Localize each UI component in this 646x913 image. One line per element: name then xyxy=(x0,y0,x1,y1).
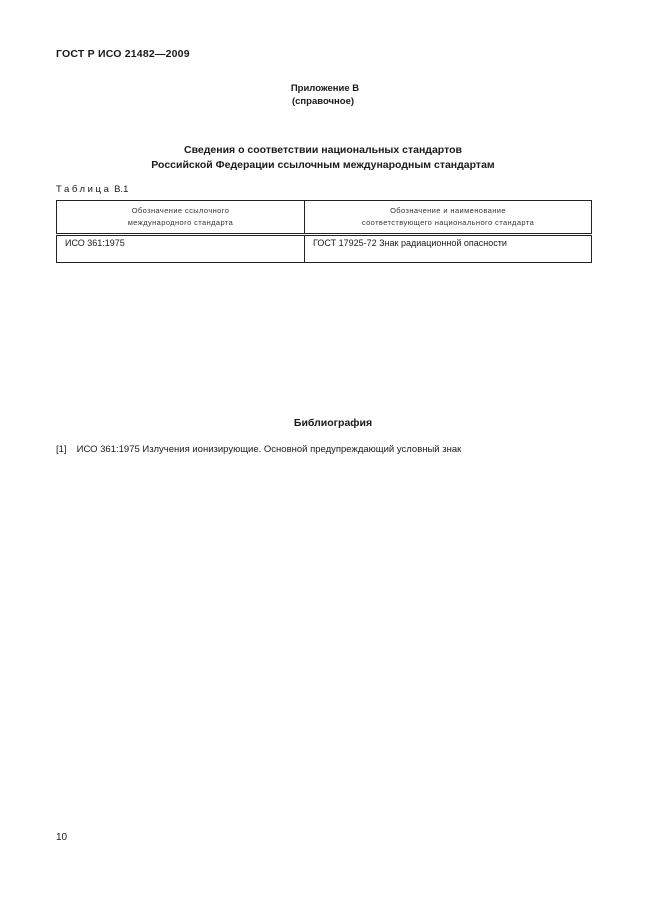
table-cell-international: ИСО 361:1975 xyxy=(57,235,305,263)
table-cell-national: ГОСТ 17925-72 Знак радиационной опасности xyxy=(305,235,592,263)
correspondence-table xyxy=(56,200,592,263)
bibliography-entry-number: [1] xyxy=(56,444,67,455)
annex-heading xyxy=(0,82,646,108)
header-line: Обозначение ссылочного xyxy=(131,206,230,215)
document-code: ГОСТ Р ИСО 21482—2009 xyxy=(56,48,190,60)
section-heading-line2: Российской Федерации ссылочным международным стандартам xyxy=(151,159,495,171)
bibliography-entry-text: ИСО 361:1975 Излучения ионизирующие. Основной предупреждающий условный знак xyxy=(76,444,462,455)
header-line: международного стандарта xyxy=(127,218,234,227)
header-line: Обозначение и наименование xyxy=(390,206,506,215)
table-header-international xyxy=(57,201,305,235)
annex-title: Приложение В xyxy=(290,83,360,94)
table-caption xyxy=(56,184,128,195)
bibliography-title: Библиография xyxy=(293,417,373,429)
bibliography-entry xyxy=(56,444,461,455)
section-heading-line1: Сведения о соответствии национальных стандартов xyxy=(184,144,462,156)
header-line: соответствующего национального стандарта xyxy=(361,218,535,227)
section-heading xyxy=(0,143,646,173)
table-row xyxy=(57,235,592,263)
table-header-national xyxy=(305,201,592,235)
page-number: 10 xyxy=(56,832,68,843)
table-header-row xyxy=(57,201,592,235)
table-caption-label: Таблица xyxy=(56,184,112,195)
annex-subtitle: (справочное) xyxy=(291,96,355,107)
table-caption-number: В.1 xyxy=(114,184,129,195)
